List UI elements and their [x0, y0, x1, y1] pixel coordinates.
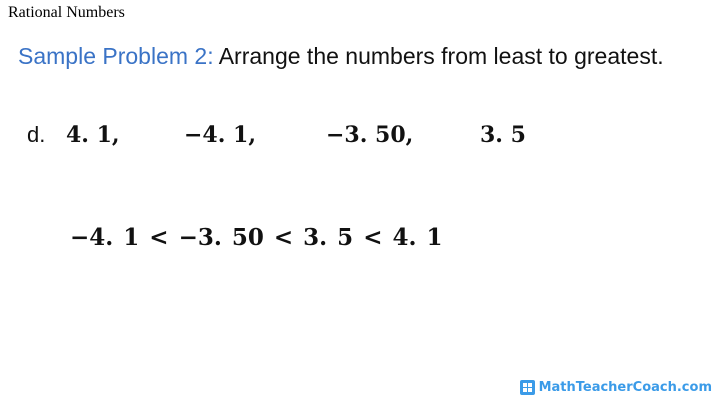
number-4: 3. 5 — [480, 122, 526, 148]
problem-statement — [18, 40, 698, 73]
part-letter: d. — [27, 122, 46, 147]
problem-label: Sample Problem 2: — [18, 43, 214, 69]
number-3: −3. 50, — [326, 122, 414, 148]
number-1: 4. 1, — [66, 122, 120, 148]
logo — [520, 380, 712, 395]
answer-inequality: −4. 1 < −3. 50 < 3. 5 < 4. 1 — [70, 224, 443, 251]
calculator-icon — [520, 380, 535, 395]
logo-text: MathTeacherCoach.com — [538, 380, 712, 395]
number-2: −4. 1, — [184, 122, 257, 148]
problem-text: Arrange the numbers from least to greatest. — [213, 43, 664, 69]
slide-header: Rational Numbers — [8, 4, 125, 21]
